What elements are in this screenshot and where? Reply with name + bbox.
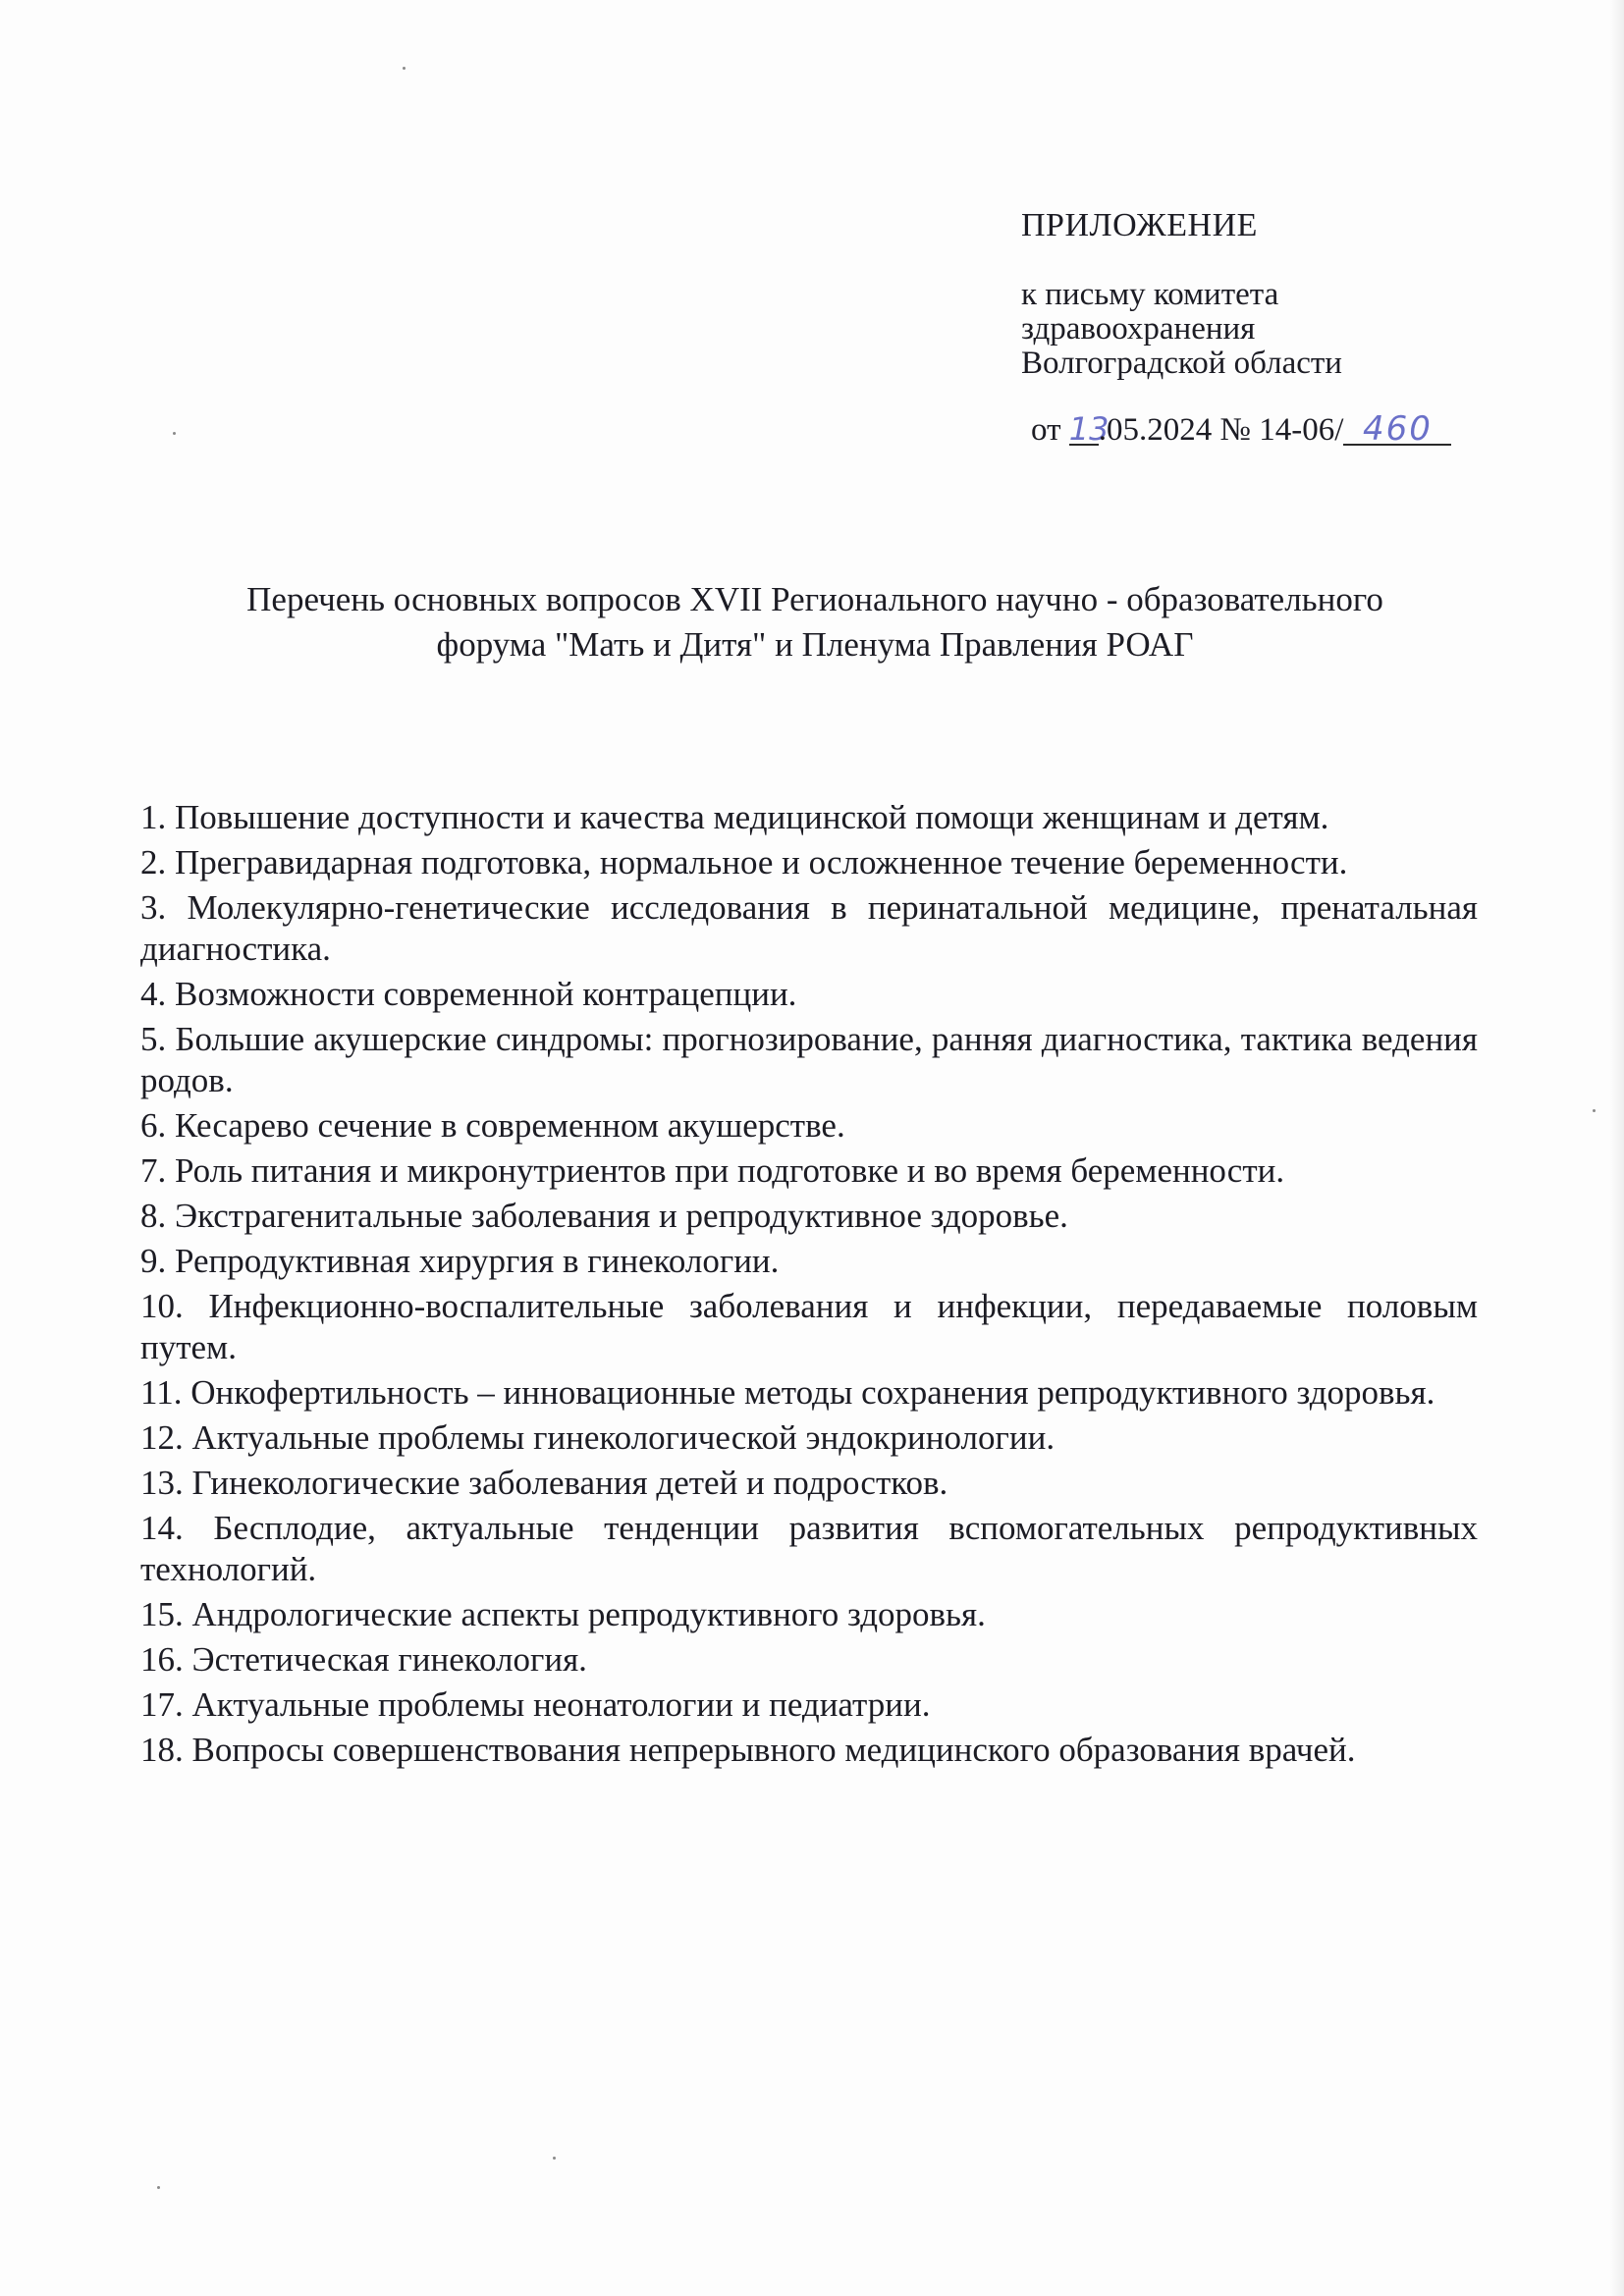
letter-reference <box>1031 410 1451 450</box>
list-item: 18. Вопросы совершенствования непрерывного медицинского образования врачей. <box>140 1731 1356 1769</box>
document-title-line: форума "Мать и Дитя" и Пленума Правления РОАГ <box>436 625 1194 664</box>
list-item: 9. Репродуктивная хирургия в гинекологии. <box>140 1242 780 1280</box>
list-item: 14. Бесплодие, актуальные тенденции развития вспомогательных репродуктивных технологий. <box>140 1509 1478 1588</box>
document-title <box>147 577 1483 667</box>
appendix-header <box>1021 208 1532 381</box>
topics-list <box>140 797 1478 1775</box>
ref-prefix: от <box>1031 412 1069 448</box>
document-title-line: Перечень основных вопросов XVII Регионального научно - образовательного <box>246 580 1383 618</box>
list-item: 6. Кесарево сечение в современном акушерстве. <box>140 1106 845 1145</box>
list-item: 15. Андрологические аспекты репродуктивного здоровья. <box>140 1595 986 1633</box>
appendix-title: ПРИЛОЖЕНИЕ <box>1021 207 1258 243</box>
appendix-line: к письму комитета <box>1021 277 1279 312</box>
list-item: 1. Повышение доступности и качества медицинской помощи женщинам и детям. <box>140 798 1329 836</box>
ref-day-handwritten: 13 <box>1068 410 1110 448</box>
scan-speck <box>157 2186 160 2189</box>
list-item: 2. Прегравидарная подготовка, нормальное и осложненное течение беременности. <box>140 843 1348 881</box>
appendix-line: здравоохранения <box>1021 311 1256 347</box>
ref-date-number: .05.2024 № 14-06/ <box>1098 412 1344 448</box>
list-item: 10. Инфекционно-воспалительные заболевания и инфекции, передаваемые половым путем. <box>140 1287 1478 1366</box>
list-item: 7. Роль питания и микронутриентов при подготовке и во время беременности. <box>140 1151 1285 1190</box>
appendix-line: Волгоградской области <box>1021 346 1342 381</box>
ref-number-handwritten: 460 <box>1343 414 1451 446</box>
scan-speck <box>553 2157 556 2160</box>
list-item: 4. Возможности современной контрацепции. <box>140 975 797 1013</box>
list-item: 11. Онкофертильность – инновационные методы сохранения репродуктивного здоровья. <box>140 1373 1435 1412</box>
scan-speck <box>403 67 406 70</box>
scan-speck <box>173 432 176 435</box>
list-item: 16. Эстетическая гинекология. <box>140 1640 587 1679</box>
scan-edge-shadow <box>1610 0 1624 2296</box>
list-item: 17. Актуальные проблемы неонатологии и педиатрии. <box>140 1685 931 1724</box>
list-item: 13. Гинекологические заболевания детей и подростков. <box>140 1464 948 1502</box>
list-item: 3. Молекулярно-генетические исследования в перинатальной медицине, пренатальная диагностика. <box>140 888 1478 968</box>
list-item: 12. Актуальные проблемы гинекологической эндокринологии. <box>140 1418 1056 1457</box>
scan-speck <box>1593 1109 1596 1112</box>
list-item: 8. Экстрагенитальные заболевания и репродуктивное здоровье. <box>140 1197 1068 1235</box>
list-item: 5. Большие акушерские синдромы: прогнозирование, ранняя диагностика, тактика ведения родов. <box>140 1020 1478 1099</box>
